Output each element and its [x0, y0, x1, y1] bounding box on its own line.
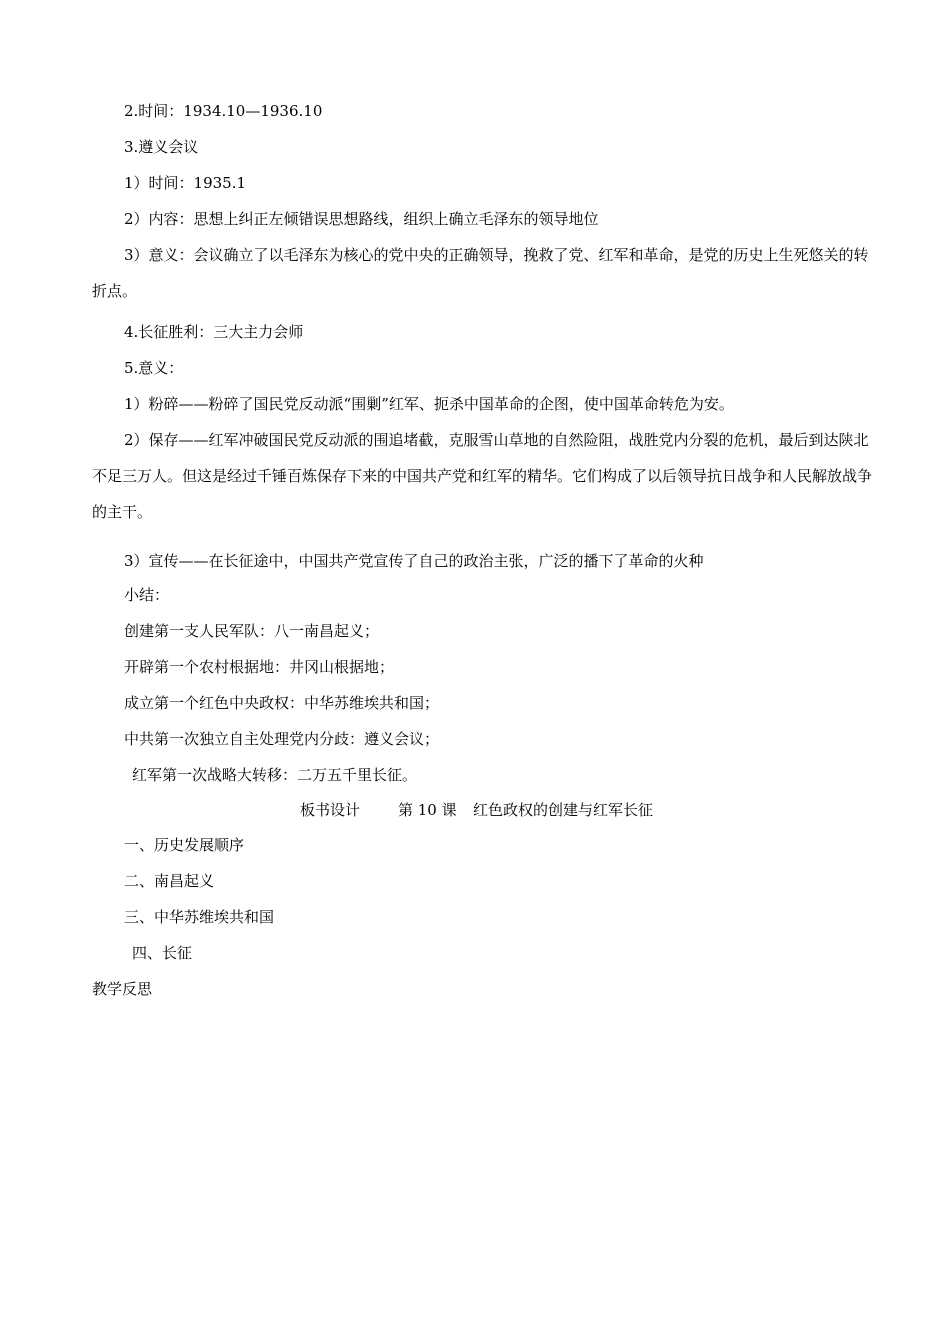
summary-item: 红军第一次战略大转移：二万五千里长征。: [132, 766, 418, 784]
summary-heading: 小结：: [124, 586, 170, 604]
board-design-label: 板书设计: [300, 801, 361, 819]
board-design-title: 红色政权的创建与红军长征: [473, 801, 654, 819]
paragraph-significance-heading: 5.意义：: [124, 359, 184, 377]
teaching-reflection: 教学反思: [92, 980, 153, 998]
paragraph-victory: 4.长征胜利：三大主力会师: [124, 323, 304, 341]
paragraph-significance-2: 2）保存——红军冲破国民党反动派的围追堵截，克服雪山草地的自然险阻，战胜党内分裂的危机，最后到达陕北不足三万人。但这是经过千锤百炼保存下来的中国共产党和红军的精华。它们构成了以后领导抗日战争和人民解放战争的主干。: [92, 431, 873, 521]
outline-item: 一、历史发展顺序: [124, 836, 245, 854]
paragraph-zunyi-time: 1）时间：1935.1: [124, 174, 247, 192]
outline-item: 三、中华苏维埃共和国: [124, 908, 275, 926]
paragraph-zunyi-heading: 3.遵义会议: [124, 138, 199, 156]
paragraph-zunyi-significance: 3）意义：会议确立了以毛泽东为核心的党中央的正确领导，挽救了党、红军和革命，是党的历史上生死悠关的转折点。: [92, 246, 869, 300]
outline-item: 四、长征: [132, 944, 193, 962]
paragraph-significance-3: 3）宣传——在长征途中，中国共产党宣传了自己的政治主张，广泛的播下了革命的火种: [124, 552, 704, 570]
paragraph-significance-1: 1）粉碎——粉碎了国民党反动派“围剿”红军、扼杀中国革命的企图，使中国革命转危为安。: [124, 395, 734, 413]
paragraph-zunyi-content: 2）内容：思想上纠正左倾错误思想路线，组织上确立毛泽东的领导地位: [124, 210, 599, 228]
summary-item: 成立第一个红色中央政权：中华苏维埃共和国；: [124, 694, 440, 712]
board-design-lesson: 第 10 课: [398, 801, 457, 819]
outline-item: 二、南昌起义: [124, 872, 215, 890]
summary-item: 中共第一次独立自主处理党内分歧：遵义会议；: [124, 730, 440, 748]
summary-item: 创建第一支人民军队：八一南昌起义；: [124, 622, 380, 640]
summary-item: 开辟第一个农村根据地：井冈山根据地；: [124, 658, 395, 676]
paragraph-time: 2.时间：1934.10—1936.10: [124, 102, 323, 120]
